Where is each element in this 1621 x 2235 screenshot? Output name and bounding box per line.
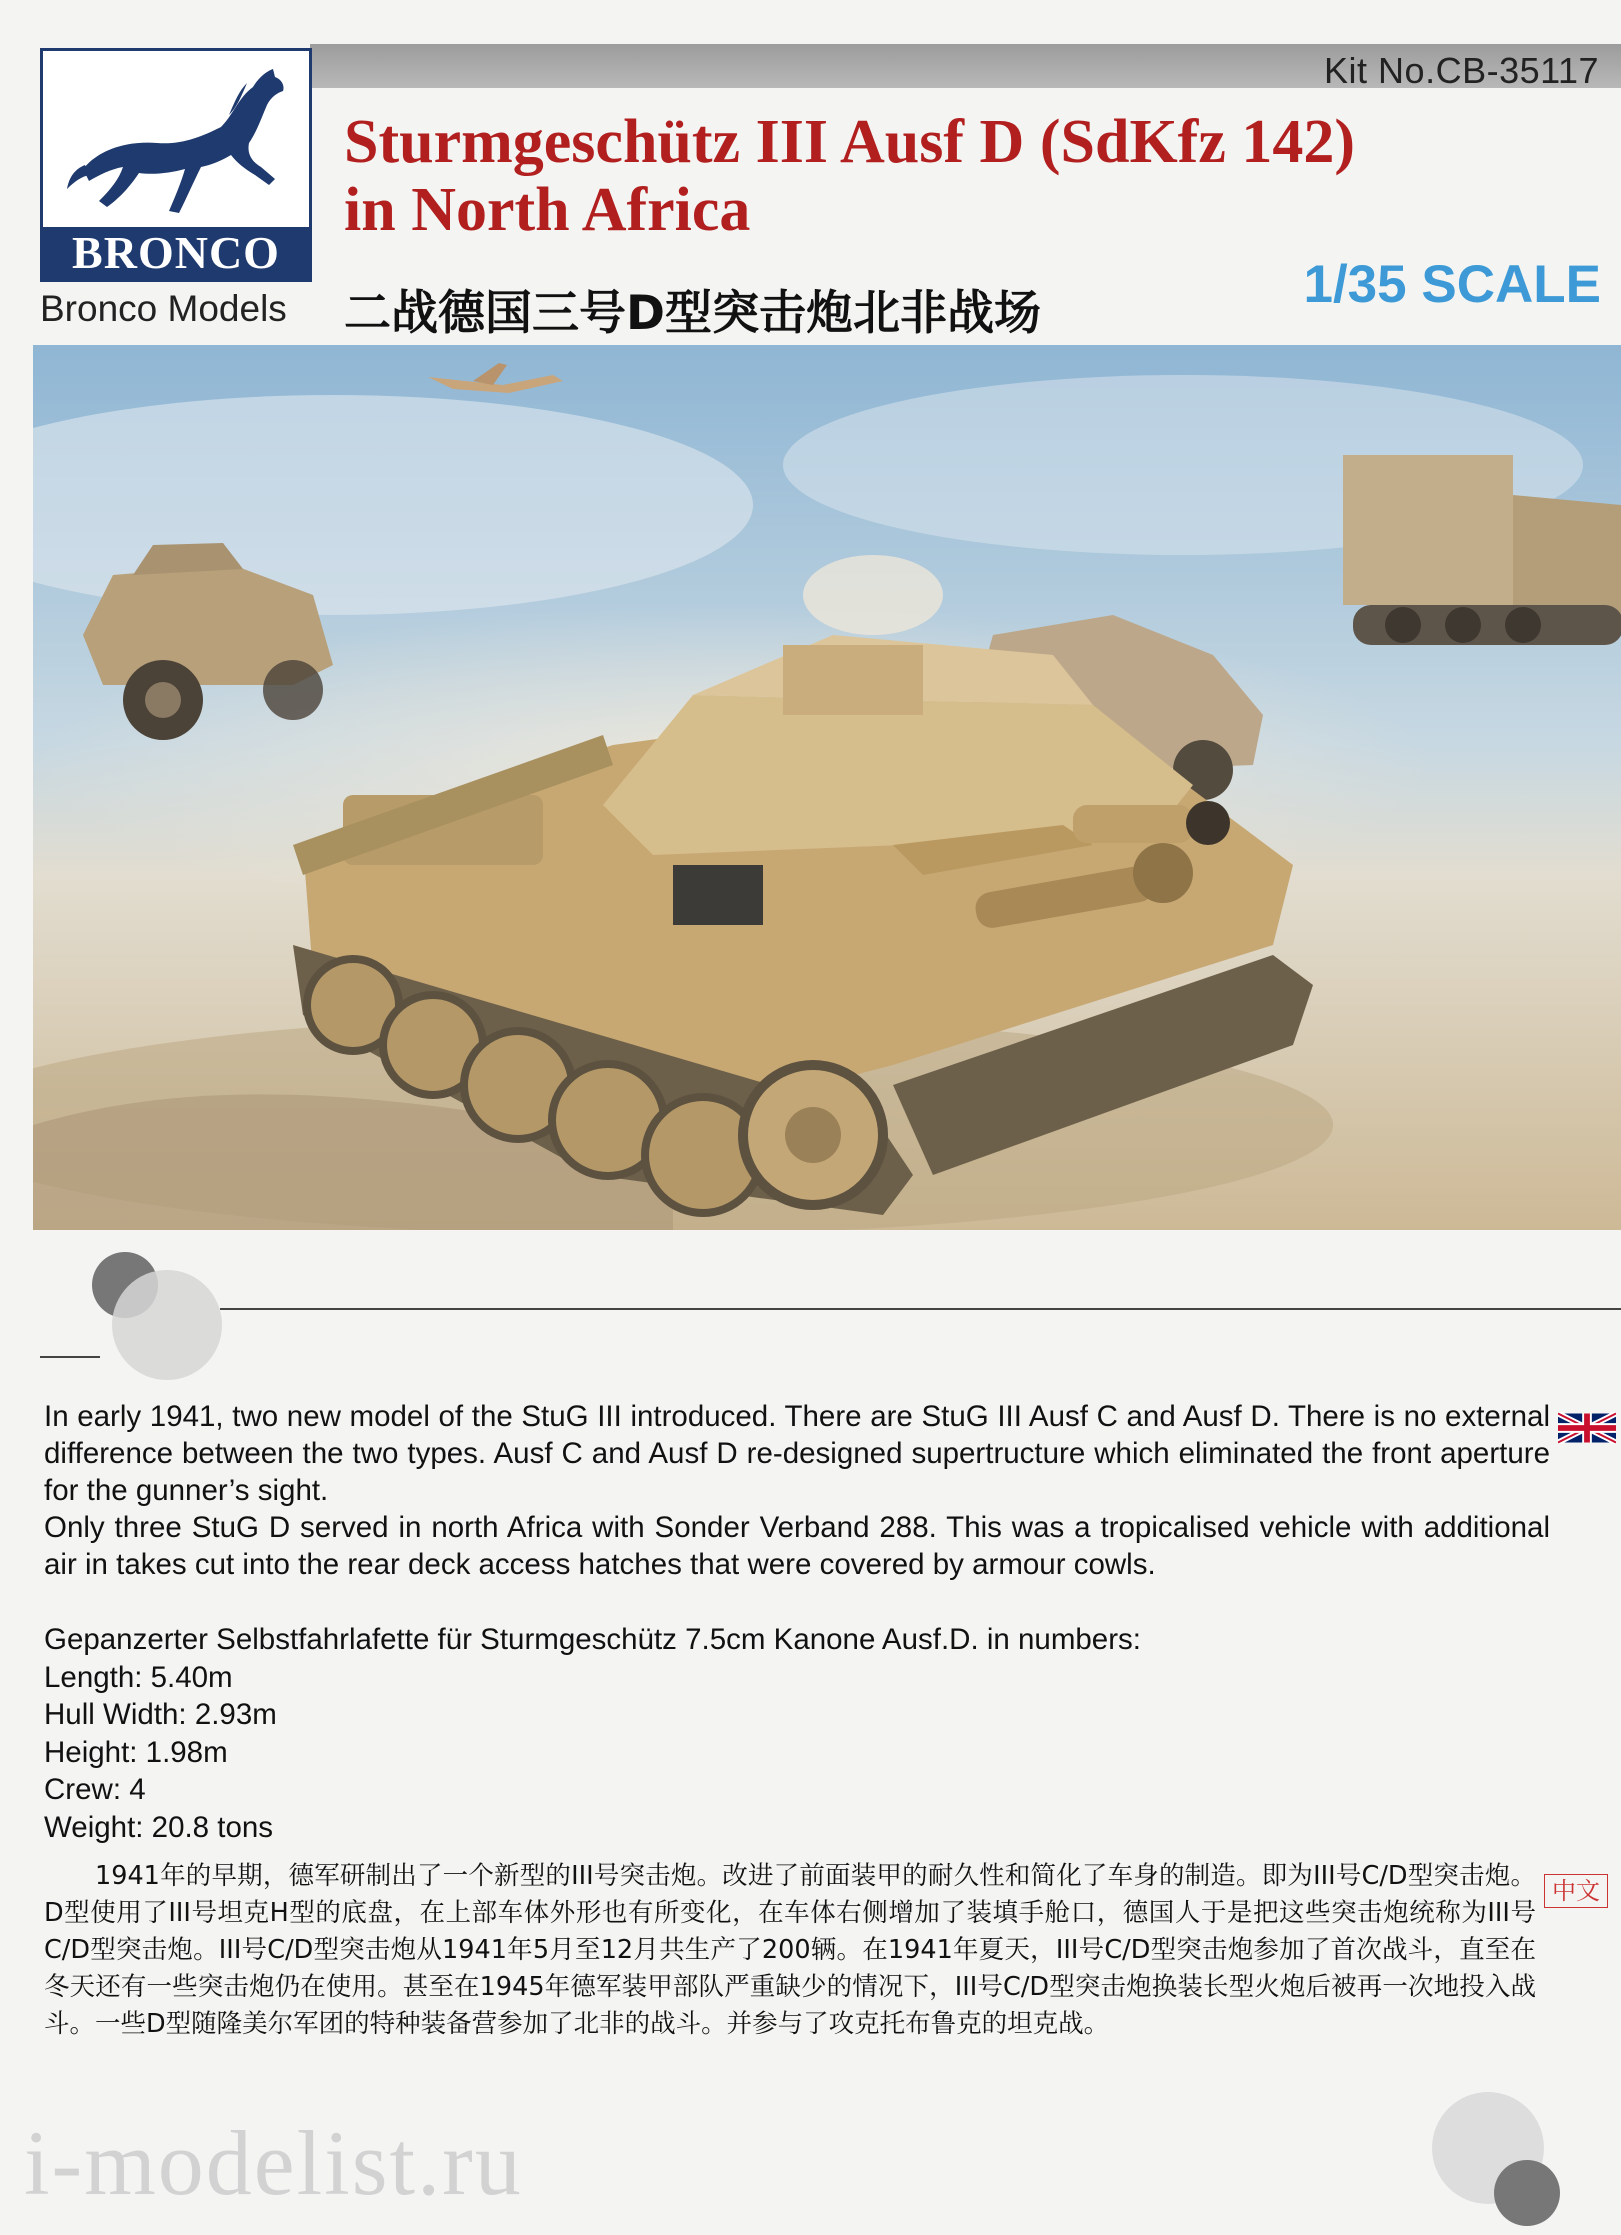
chinese-language-tag: 中文 [1544,1874,1608,1908]
description-en [44,1398,1550,1583]
description-paragraph: In early 1941, two new model of the StuG III introduced. There are StuG III Ausf C and Ausf D. There is no external difference between the two types. Ausf C and Ausf D re-designed supertructure which eliminated the front aperture for the gunner’s sight. [44,1400,1550,1507]
description-cn-paragraph: 1941年的早期，德军研制出了一个新型的III号突击炮。改进了前面装甲的耐久性和简化了车身的制造。即为III号C/D型突击炮。D型使用了III号坦克H型的底盘，在上部车体外形也有所变化，在车体右侧增加了装填手舱口，德国人于是把这些突击炮统称为III号C/D型突击炮。III号C/D型突击炮从1941年5月至12月共生产了200辆。在1941年夏天，III号C/D型突击炮参加了首次战斗，直至在冬天还有一些突击炮仍在使用。甚至在1945年德军装甲部队严重缺少的情况下，III号C/D型突击炮换装长型火炮后被再一次地投入战斗。一些D型随隆美尔军团的特种装备营参加了北非的战斗。并参与了攻克托布鲁克的坦克战。 [44,1861,1536,2039]
logo-frame [40,48,312,282]
title-line-1: Sturmgeschütz III Ausf D (SdKfz 142) [344,108,1355,176]
brand-subtitle: Bronco Models [40,288,287,329]
spec-crew: Crew: 4 [44,1773,146,1806]
scale-label: 1/35 SCALE [1303,255,1601,314]
title-line-2: in North Africa [344,176,751,244]
description-paragraph: Only three StuG D served in north Africa with Sonder Verband 288. This was a tropicalised vehicle with additional air in takes cut into the rear deck access hatches that were covered by armour cowls. [44,1511,1550,1581]
page-title-en [344,108,1524,244]
decorative-circle [1494,2160,1560,2226]
horse-icon [61,57,291,225]
spec-length: Length: 5.40m [44,1660,233,1694]
decorative-circle [112,1270,222,1380]
spec-list [44,1621,1141,1846]
spec-height: Height: 1.98m [44,1735,228,1769]
page-title-cn: 二战德国三号D型突击炮北非战场 [344,286,1042,341]
spec-heading: Gepanzerter Selbstfahrlafette für Sturmgeschütz 7.5cm Kanone Ausf.D. in numbers: [44,1623,1141,1656]
kit-number: Kit No.CB-35117 [1324,50,1599,91]
description-cn [44,1858,1536,2043]
spec-weight: Weight: 20.8 tons [44,1810,274,1844]
uk-flag-icon [1558,1412,1616,1444]
logo-wordmark: BRONCO [43,227,309,279]
bronco-logo [40,48,310,280]
divider-line [40,1356,100,1358]
divider-line [220,1308,1621,1310]
box-art-illustration [33,345,1621,1230]
spec-hull-width: Hull Width: 2.93m [44,1698,277,1731]
watermark: i-modelist.ru [24,2112,523,2214]
